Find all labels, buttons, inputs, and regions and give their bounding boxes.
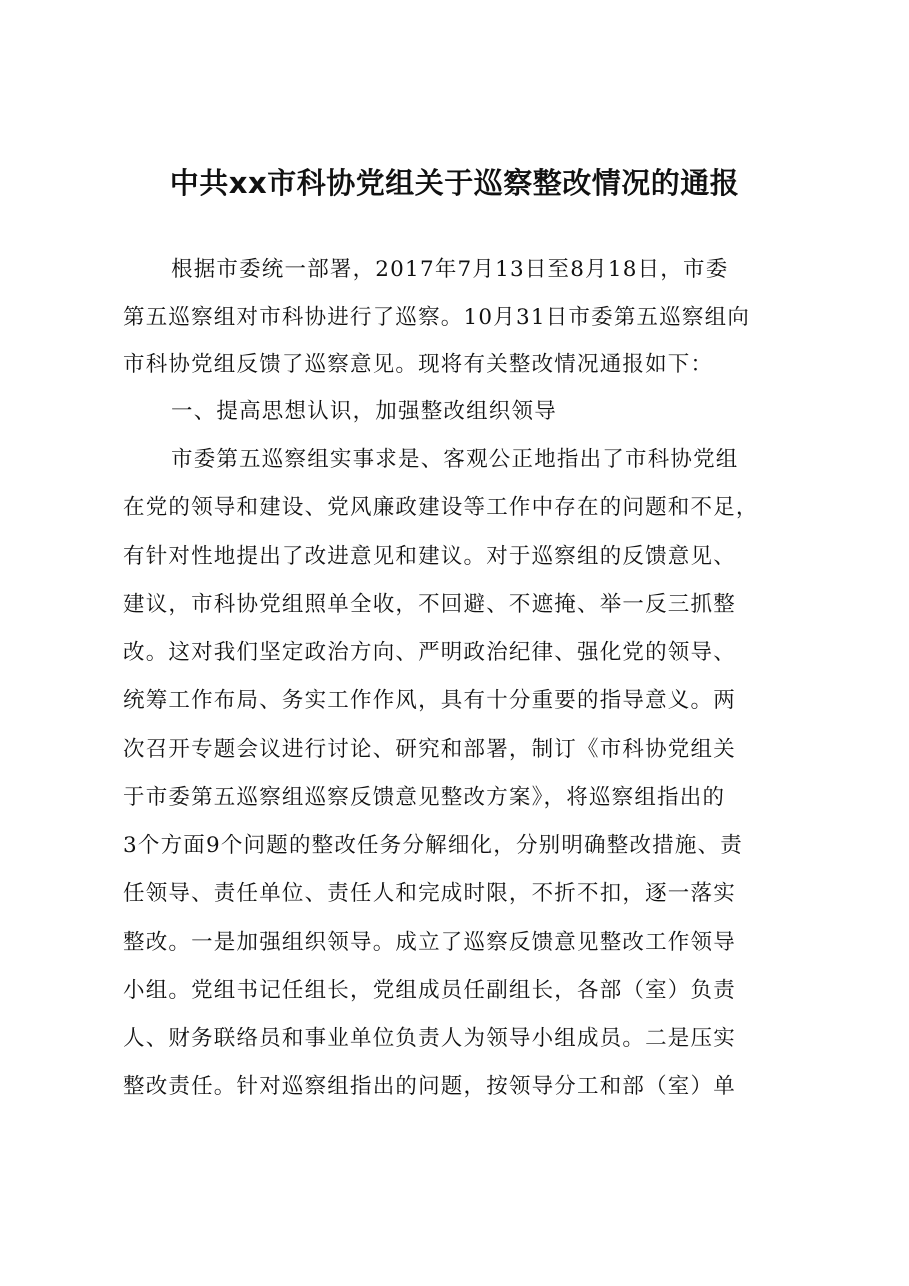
section-heading: 一、提高思想认识，加强整改组织领导 [171, 399, 557, 424]
paragraph-line: 第五巡察组对市科协进行了巡察。10月31日市委第五巡察组向 [123, 305, 751, 330]
paragraph-line: 于市委第五巡察组巡察反馈意见整改方案》，将巡察组指出的 [123, 785, 726, 810]
paragraph-line: 改。这对我们坚定政治方向、严明政治纪律、强化党的领导、 [123, 640, 736, 665]
paragraph-line: 市委第五巡察组实事求是、客观公正地指出了市科协党组 [171, 447, 739, 472]
paragraph-line: 根据市委统一部署，2017年7月13日至8月18日，市委 [171, 257, 729, 282]
paragraph-line: 有针对性地提出了改进意见和建议。对于巡察组的反馈意见、 [123, 544, 736, 569]
paragraph-line: 整改。一是加强组织领导。成立了巡察反馈意见整改工作领导 [123, 930, 736, 955]
paragraph-line: 整改责任。针对巡察组指出的问题，按领导分工和部（室）单 [123, 1074, 736, 1099]
paragraph-line: 统筹工作布局、务实工作作风，具有十分重要的指导意义。两 [123, 688, 736, 713]
paragraph-line: 人、财务联络员和事业单位负责人为领导小组成员。二是压实 [123, 1026, 736, 1051]
paragraph-line: 任领导、责任单位、责任人和完成时限，不折不扣，逐一落实 [123, 881, 736, 906]
paragraph-line: 3个方面9个问题的整改任务分解细化，分别明确整改措施、责 [123, 833, 743, 858]
document-title: 中共xx市科协党组关于巡察整改情况的通报 [169, 166, 740, 200]
paragraph-line: 次召开专题会议进行讨论、研究和部署，制订《市科协党组关 [123, 737, 736, 762]
paragraph-line: 在党的领导和建设、党风廉政建设等工作中存在的问题和不足， [123, 495, 759, 520]
paragraph-line: 建议，市科协党组照单全收，不回避、不遮掩、举一反三抓整 [123, 592, 736, 617]
paragraph-line: 市科协党组反馈了巡察意见。现将有关整改情况通报如下： [123, 352, 714, 377]
paragraph-line: 小组。党组书记任组长，党组成员任副组长，各部（室）负责 [123, 978, 736, 1003]
